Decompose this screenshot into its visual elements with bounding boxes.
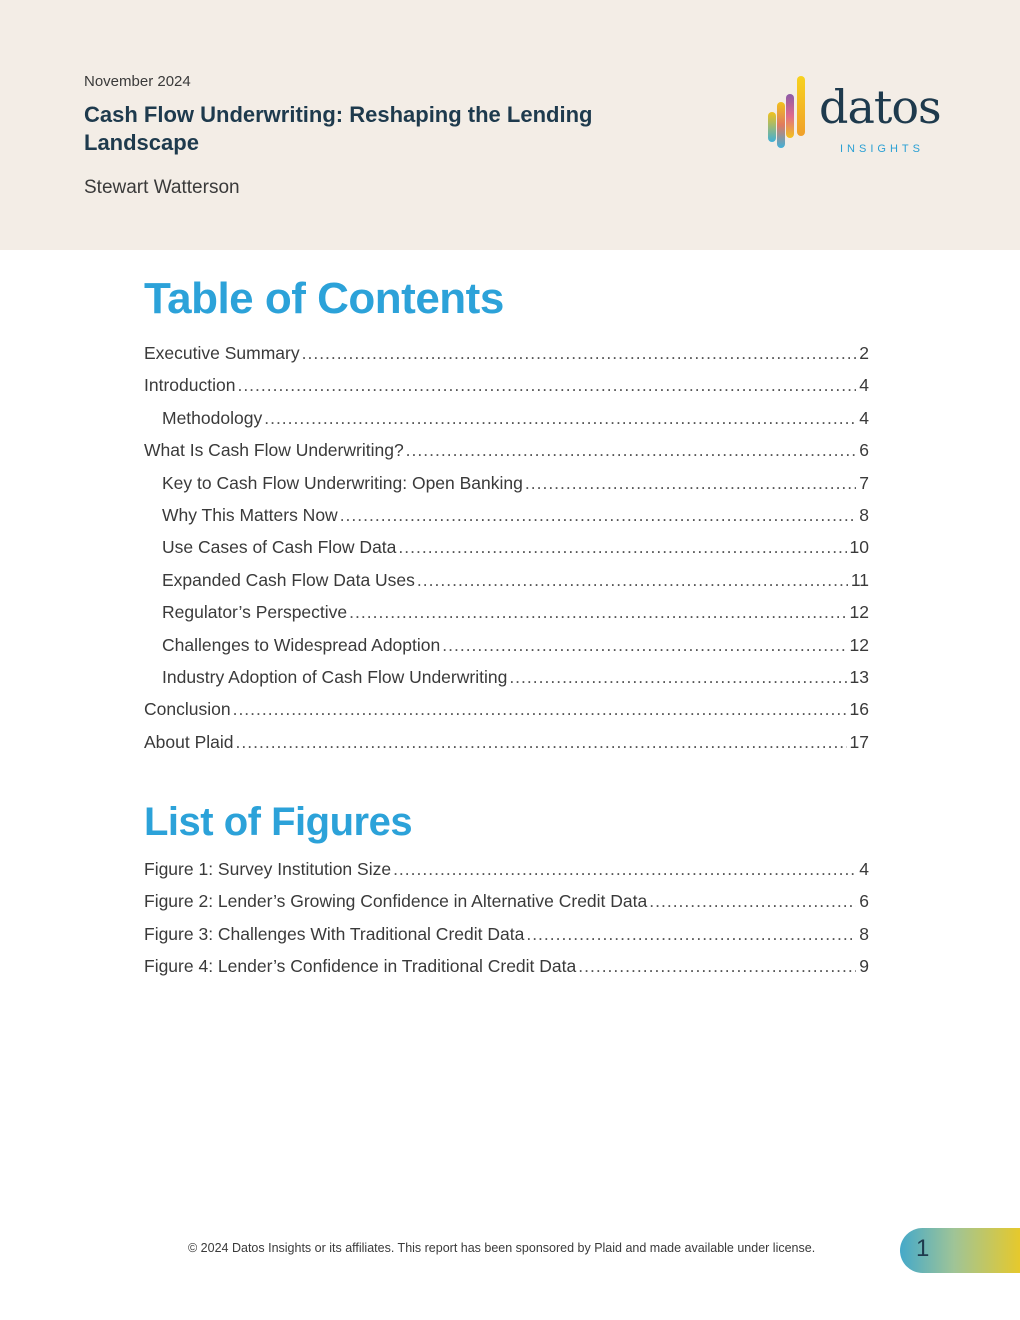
- footer-copyright: © 2024 Datos Insights or its affiliates. This report has been sponsored by Plaid and made available under license.: [188, 1241, 816, 1255]
- toc-entry[interactable]: [144, 440, 869, 472]
- figure-entry[interactable]: [144, 859, 869, 891]
- toc-entry[interactable]: [144, 699, 869, 731]
- dot-leader: [302, 343, 857, 364]
- dot-leader: [417, 570, 848, 591]
- list-of-figures: [144, 859, 869, 989]
- dot-leader: [264, 408, 856, 429]
- dot-leader: [233, 699, 847, 720]
- dot-leader: [406, 440, 857, 461]
- figure-entry[interactable]: [144, 956, 869, 988]
- figure-entry-page-number: 9: [859, 956, 869, 977]
- toc-entry-page-number: 7: [859, 472, 869, 493]
- logo-bars-icon: [766, 74, 810, 154]
- toc-entry-label: Conclusion: [144, 699, 231, 720]
- toc-entry-label: Introduction: [144, 375, 236, 396]
- toc-entry[interactable]: [144, 375, 869, 407]
- toc-entry-page-number: 11: [850, 569, 869, 590]
- dot-leader: [349, 602, 846, 623]
- toc-entry-label: Use Cases of Cash Flow Data: [162, 537, 397, 558]
- toc-entry-label: Expanded Cash Flow Data Uses: [162, 569, 415, 590]
- figure-entry[interactable]: [144, 924, 869, 956]
- report-title: Cash Flow Underwriting: Reshaping the Lending Landscape: [84, 102, 593, 155]
- toc-entry[interactable]: [144, 732, 869, 764]
- toc-entry-page-number: 4: [859, 407, 869, 428]
- toc-entry[interactable]: [144, 537, 869, 569]
- toc-entry-page-number: 10: [849, 537, 869, 558]
- list-of-figures-heading: List of Figures: [144, 800, 413, 844]
- figure-entry-page-number: 8: [859, 923, 869, 944]
- toc-entry[interactable]: [144, 667, 869, 699]
- dot-leader: [526, 924, 856, 945]
- toc-entry-label: Challenges to Widespread Adoption: [162, 634, 441, 655]
- toc-entry-page-number: 13: [849, 666, 869, 687]
- toc-entry-label: Why This Matters Now: [162, 504, 338, 525]
- toc-entry-page-number: 6: [859, 440, 869, 461]
- toc-entry[interactable]: [144, 635, 869, 667]
- toc-heading: Table of Contents: [144, 274, 504, 323]
- dot-leader: [236, 732, 847, 753]
- figure-entry-label: Figure 3: Challenges With Traditional Credit Data: [144, 923, 525, 944]
- page-number-tab: [900, 1228, 1020, 1273]
- toc-entry[interactable]: [144, 408, 869, 440]
- toc-entry[interactable]: [144, 570, 869, 602]
- toc-entry-page-number: 12: [849, 602, 869, 623]
- datos-insights-logo: [766, 74, 956, 160]
- toc-entry-label: Key to Cash Flow Underwriting: Open Banking: [162, 472, 523, 493]
- report-date: November 2024: [84, 73, 191, 90]
- dot-leader: [340, 505, 857, 526]
- dot-leader: [649, 891, 856, 912]
- figure-entry[interactable]: [144, 891, 869, 923]
- toc-entry[interactable]: [144, 602, 869, 634]
- figure-entry-label: Figure 2: Lender’s Growing Confidence in Alternative Credit Data: [144, 891, 648, 912]
- dot-leader: [578, 956, 856, 977]
- figure-entry-label: Figure 1: Survey Institution Size: [144, 859, 392, 879]
- toc-entry[interactable]: [144, 343, 869, 375]
- toc-entry-label: Executive Summary: [144, 343, 300, 363]
- toc-entry[interactable]: [144, 473, 869, 505]
- toc-entry[interactable]: [144, 505, 869, 537]
- toc-entry-label: What Is Cash Flow Underwriting?: [144, 440, 404, 461]
- toc-entry-label: About Plaid: [144, 731, 234, 752]
- dot-leader: [237, 375, 856, 396]
- toc-entry-label: Methodology: [162, 407, 263, 428]
- dot-leader: [393, 859, 856, 880]
- report-author: Stewart Watterson: [84, 177, 240, 198]
- figure-entry-label: Figure 4: Lender’s Confidence in Traditional Credit Data: [144, 956, 577, 977]
- figure-entry-page-number: 6: [859, 891, 869, 912]
- dot-leader: [442, 635, 846, 656]
- logo-subtext: INSIGHTS: [840, 143, 924, 155]
- toc-entry-page-number: 16: [849, 699, 869, 720]
- toc-entry-page-number: 17: [849, 731, 869, 752]
- toc-entry-page-number: 2: [859, 343, 869, 363]
- logo-wordmark: datos: [819, 80, 941, 134]
- toc-entry-page-number: 4: [859, 375, 869, 396]
- figure-entry-page-number: 4: [859, 859, 869, 879]
- toc-entry-label: Industry Adoption of Cash Flow Underwriting: [162, 666, 508, 687]
- toc-entry-page-number: 8: [859, 504, 869, 525]
- dot-leader: [509, 667, 846, 688]
- page-number: 1: [916, 1235, 930, 1262]
- toc-list: [144, 343, 869, 764]
- toc-entry-label: Regulator’s Perspective: [162, 602, 348, 623]
- dot-leader: [525, 473, 856, 494]
- toc-entry-page-number: 12: [849, 634, 869, 655]
- dot-leader: [398, 537, 846, 558]
- report-header: [0, 0, 1020, 250]
